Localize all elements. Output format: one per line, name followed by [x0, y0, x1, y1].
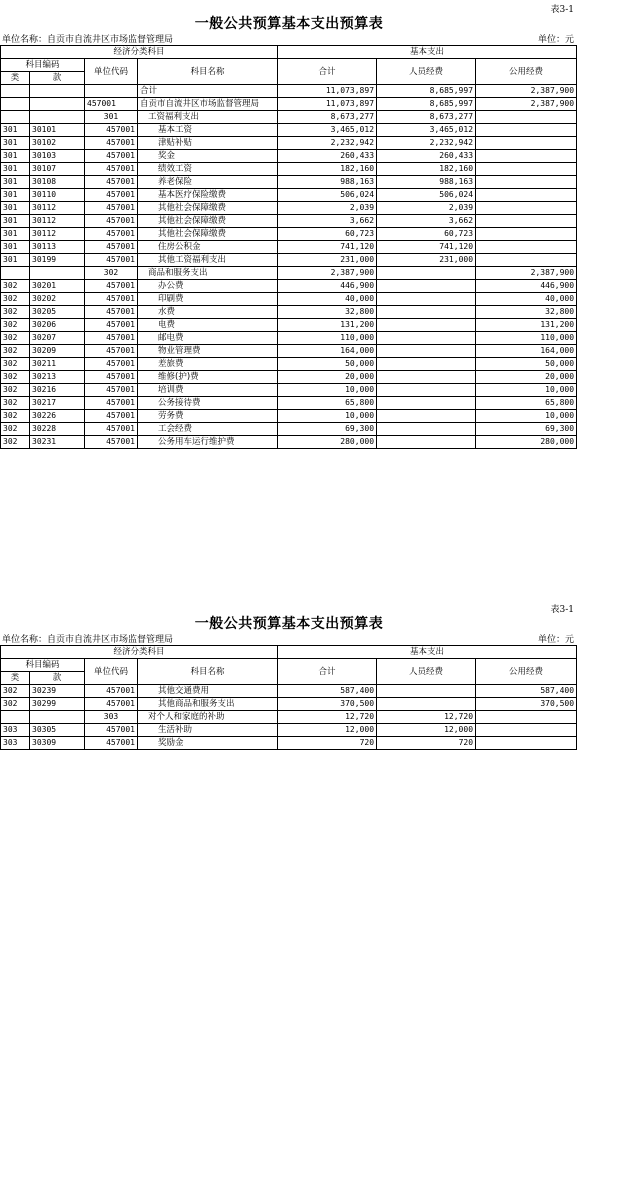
total-cell: 587,400 — [278, 685, 377, 698]
personnel-cell: 8,673,277 — [377, 111, 476, 124]
personnel-cell — [377, 423, 476, 436]
kuan-header: 款 — [30, 72, 85, 85]
public-cell: 40,000 — [476, 293, 577, 306]
personnel-cell: 988,163 — [377, 176, 476, 189]
lei-cell: 301 — [1, 124, 30, 137]
personnel-header: 人员经费 — [377, 59, 476, 85]
subject-name-cell: 奖励金 — [138, 737, 278, 750]
table-row — [1, 137, 577, 150]
subject-name-cell: 劳务费 — [138, 410, 278, 423]
kuan-cell: 30205 — [30, 306, 85, 319]
basic-expense-header: 基本支出 — [278, 46, 577, 59]
subject-code-header: 科目编码 — [1, 59, 85, 72]
dept-code-cell: 457001 — [85, 98, 138, 111]
lei-cell: 301 — [1, 163, 30, 176]
personnel-cell: 12,720 — [377, 711, 476, 724]
public-cell — [476, 711, 577, 724]
personnel-cell — [377, 410, 476, 423]
personnel-cell — [377, 358, 476, 371]
unit-name: 单位名称：自贡市自流井区市场监督管理局 — [2, 35, 174, 45]
subject-name-cell: 住房公积金 — [138, 241, 278, 254]
public-cell — [476, 228, 577, 241]
budget-table — [0, 45, 577, 449]
lei-cell: 301 — [1, 215, 30, 228]
personnel-cell — [377, 319, 476, 332]
dept-code-header: 单位代码 — [85, 59, 138, 85]
dept-code-cell: 457001 — [85, 280, 138, 293]
subject-name-cell: 自贡市自流井区市场监督管理局 — [138, 98, 278, 111]
total-cell: 164,000 — [278, 345, 377, 358]
kuan-cell: 30226 — [30, 410, 85, 423]
subject-name-cell: 合计 — [138, 85, 278, 98]
personnel-cell: 2,232,942 — [377, 137, 476, 150]
table-row — [1, 280, 577, 293]
subject-name-cell: 邮电费 — [138, 332, 278, 345]
total-cell: 720 — [278, 737, 377, 750]
personnel-cell — [377, 280, 476, 293]
subject-name-cell: 奖金 — [138, 150, 278, 163]
personnel-cell: 12,000 — [377, 724, 476, 737]
kuan-cell: 30102 — [30, 137, 85, 150]
lei-cell: 302 — [1, 358, 30, 371]
dept-code-cell — [85, 85, 138, 98]
table-row — [1, 737, 577, 750]
public-cell: 69,300 — [476, 423, 577, 436]
table-row — [1, 98, 577, 111]
table-row — [1, 306, 577, 319]
total-header: 合计 — [278, 659, 377, 685]
kuan-cell — [30, 711, 85, 724]
table-row — [1, 423, 577, 436]
subject-name-cell: 工会经费 — [138, 423, 278, 436]
personnel-cell — [377, 293, 476, 306]
table-row — [1, 124, 577, 137]
public-cell: 446,900 — [476, 280, 577, 293]
public-cell: 10,000 — [476, 410, 577, 423]
public-cell: 164,000 — [476, 345, 577, 358]
dept-code-cell: 457001 — [85, 241, 138, 254]
public-cell: 2,387,900 — [476, 98, 577, 111]
public-cell: 2,387,900 — [476, 267, 577, 280]
lei-cell: 303 — [1, 724, 30, 737]
table-row — [1, 228, 577, 241]
total-cell: 506,024 — [278, 189, 377, 202]
kuan-cell: 30112 — [30, 202, 85, 215]
dept-code-cell: 457001 — [85, 228, 138, 241]
kuan-cell: 30239 — [30, 685, 85, 698]
dept-code-header: 单位代码 — [85, 659, 138, 685]
kuan-cell: 30101 — [30, 124, 85, 137]
public-cell: 50,000 — [476, 358, 577, 371]
total-cell: 11,073,897 — [278, 85, 377, 98]
total-cell: 3,662 — [278, 215, 377, 228]
dept-code-cell: 302 — [85, 267, 138, 280]
table-row — [1, 176, 577, 189]
dept-code-cell: 457001 — [85, 176, 138, 189]
personnel-cell — [377, 345, 476, 358]
kuan-cell: 30299 — [30, 698, 85, 711]
kuan-cell: 30110 — [30, 189, 85, 202]
subject-name-cell: 绩效工资 — [138, 163, 278, 176]
dept-code-cell: 457001 — [85, 189, 138, 202]
dept-code-cell: 457001 — [85, 306, 138, 319]
lei-cell: 302 — [1, 436, 30, 449]
total-cell: 2,039 — [278, 202, 377, 215]
kuan-cell: 30211 — [30, 358, 85, 371]
subject-name-cell: 其他工资福利支出 — [138, 254, 278, 267]
lei-cell: 301 — [1, 241, 30, 254]
public-cell: 131,200 — [476, 319, 577, 332]
kuan-cell: 30309 — [30, 737, 85, 750]
dept-code-cell: 457001 — [85, 137, 138, 150]
table-row — [1, 371, 577, 384]
personnel-cell — [377, 685, 476, 698]
public-cell: 10,000 — [476, 384, 577, 397]
total-cell: 10,000 — [278, 384, 377, 397]
total-cell: 2,232,942 — [278, 137, 377, 150]
table-row — [1, 711, 577, 724]
kuan-cell: 30217 — [30, 397, 85, 410]
dept-code-cell: 457001 — [85, 384, 138, 397]
table-row — [1, 215, 577, 228]
subject-name-cell: 其他社会保障缴费 — [138, 215, 278, 228]
subject-name-cell: 养老保险 — [138, 176, 278, 189]
public-cell — [476, 215, 577, 228]
dept-code-cell: 457001 — [85, 345, 138, 358]
total-cell: 60,723 — [278, 228, 377, 241]
dept-code-cell: 457001 — [85, 319, 138, 332]
table-row — [1, 436, 577, 449]
total-cell: 131,200 — [278, 319, 377, 332]
kuan-cell: 30199 — [30, 254, 85, 267]
personnel-cell: 2,039 — [377, 202, 476, 215]
dept-code-cell: 457001 — [85, 254, 138, 267]
personnel-header: 人员经费 — [377, 659, 476, 685]
subject-name-cell: 对个人和家庭的补助 — [138, 711, 278, 724]
subject-name-cell: 电费 — [138, 319, 278, 332]
econ-class-header: 经济分类科目 — [1, 46, 278, 59]
total-cell: 10,000 — [278, 410, 377, 423]
public-cell: 65,800 — [476, 397, 577, 410]
total-cell: 260,433 — [278, 150, 377, 163]
total-cell: 20,000 — [278, 371, 377, 384]
table-row — [1, 267, 577, 280]
lei-cell: 302 — [1, 319, 30, 332]
dept-code-cell: 457001 — [85, 163, 138, 176]
table-number: 表3-1 — [550, 605, 574, 615]
public-header: 公用经费 — [476, 59, 577, 85]
kuan-cell: 30202 — [30, 293, 85, 306]
total-cell: 11,073,897 — [278, 98, 377, 111]
kuan-cell: 30201 — [30, 280, 85, 293]
currency-unit: 单位：元 — [537, 635, 574, 645]
total-cell: 3,465,012 — [278, 124, 377, 137]
table-row — [1, 332, 577, 345]
total-cell: 446,900 — [278, 280, 377, 293]
subject-name-cell: 公务接待费 — [138, 397, 278, 410]
dept-code-cell: 301 — [85, 111, 138, 124]
dept-code-cell: 457001 — [85, 724, 138, 737]
subject-name-cell: 生活补助 — [138, 724, 278, 737]
dept-code-cell: 457001 — [85, 371, 138, 384]
total-cell: 231,000 — [278, 254, 377, 267]
lei-cell — [1, 267, 30, 280]
subject-name-cell: 其他社会保障缴费 — [138, 228, 278, 241]
lei-cell: 302 — [1, 410, 30, 423]
total-cell: 988,163 — [278, 176, 377, 189]
lei-cell: 302 — [1, 423, 30, 436]
table-row — [1, 384, 577, 397]
public-cell — [476, 137, 577, 150]
total-cell: 69,300 — [278, 423, 377, 436]
kuan-cell: 30107 — [30, 163, 85, 176]
kuan-cell: 30305 — [30, 724, 85, 737]
lei-cell: 302 — [1, 698, 30, 711]
dept-code-cell: 457001 — [85, 410, 138, 423]
lei-cell: 301 — [1, 150, 30, 163]
personnel-cell: 260,433 — [377, 150, 476, 163]
public-cell: 110,000 — [476, 332, 577, 345]
subject-name-cell: 公务用车运行维护费 — [138, 436, 278, 449]
lei-cell: 301 — [1, 176, 30, 189]
subject-name-cell: 商品和服务支出 — [138, 267, 278, 280]
table-row — [1, 254, 577, 267]
total-cell: 40,000 — [278, 293, 377, 306]
kuan-cell — [30, 267, 85, 280]
public-cell: 587,400 — [476, 685, 577, 698]
public-cell: 20,000 — [476, 371, 577, 384]
personnel-cell — [377, 267, 476, 280]
subject-name-cell: 基本工资 — [138, 124, 278, 137]
subject-name-cell: 办公费 — [138, 280, 278, 293]
lei-cell: 301 — [1, 189, 30, 202]
table-row — [1, 410, 577, 423]
lei-cell: 302 — [1, 371, 30, 384]
table-row — [1, 189, 577, 202]
public-cell — [476, 124, 577, 137]
dept-code-cell: 457001 — [85, 423, 138, 436]
dept-code-cell: 457001 — [85, 436, 138, 449]
dept-code-cell: 457001 — [85, 124, 138, 137]
public-cell — [476, 189, 577, 202]
lei-cell: 301 — [1, 202, 30, 215]
dept-code-cell: 457001 — [85, 215, 138, 228]
total-cell: 12,720 — [278, 711, 377, 724]
subject-name-cell: 基本医疗保险缴费 — [138, 189, 278, 202]
kuan-cell: 30209 — [30, 345, 85, 358]
personnel-cell — [377, 371, 476, 384]
kuan-cell: 30113 — [30, 241, 85, 254]
subject-code-header: 科目编码 — [1, 659, 85, 672]
econ-class-header: 经济分类科目 — [1, 646, 278, 659]
subject-name-cell: 培训费 — [138, 384, 278, 397]
personnel-cell: 182,160 — [377, 163, 476, 176]
kuan-cell: 30213 — [30, 371, 85, 384]
personnel-cell — [377, 384, 476, 397]
public-cell: 370,500 — [476, 698, 577, 711]
public-cell — [476, 176, 577, 189]
kuan-cell: 30108 — [30, 176, 85, 189]
lei-cell: 303 — [1, 737, 30, 750]
dept-code-cell: 457001 — [85, 737, 138, 750]
table-row — [1, 111, 577, 124]
total-cell: 12,000 — [278, 724, 377, 737]
unit-name: 单位名称：自贡市自流井区市场监督管理局 — [2, 635, 174, 645]
lei-cell: 301 — [1, 228, 30, 241]
public-cell: 2,387,900 — [476, 85, 577, 98]
total-cell: 32,800 — [278, 306, 377, 319]
table-row — [1, 345, 577, 358]
total-cell: 280,000 — [278, 436, 377, 449]
personnel-cell — [377, 332, 476, 345]
subject-name-header: 科目名称 — [138, 659, 278, 685]
table-row — [1, 293, 577, 306]
table-row — [1, 163, 577, 176]
subject-name-cell: 其他商品和服务支出 — [138, 698, 278, 711]
personnel-cell: 8,685,997 — [377, 98, 476, 111]
total-cell: 110,000 — [278, 332, 377, 345]
public-cell — [476, 202, 577, 215]
table-row — [1, 150, 577, 163]
table-row — [1, 202, 577, 215]
dept-code-cell: 457001 — [85, 685, 138, 698]
kuan-cell — [30, 85, 85, 98]
subject-name-cell: 印刷费 — [138, 293, 278, 306]
lei-cell: 302 — [1, 332, 30, 345]
public-cell: 280,000 — [476, 436, 577, 449]
personnel-cell: 8,685,997 — [377, 85, 476, 98]
total-cell: 2,387,900 — [278, 267, 377, 280]
kuan-cell: 30216 — [30, 384, 85, 397]
total-cell: 370,500 — [278, 698, 377, 711]
subject-name-cell: 工资福利支出 — [138, 111, 278, 124]
public-cell — [476, 163, 577, 176]
dept-code-cell: 457001 — [85, 202, 138, 215]
dept-code-cell: 303 — [85, 711, 138, 724]
subject-name-cell: 差旅费 — [138, 358, 278, 371]
personnel-cell: 741,120 — [377, 241, 476, 254]
lei-cell: 302 — [1, 685, 30, 698]
personnel-cell — [377, 306, 476, 319]
currency-unit: 单位：元 — [537, 35, 574, 45]
personnel-cell — [377, 436, 476, 449]
personnel-cell: 506,024 — [377, 189, 476, 202]
personnel-cell: 3,465,012 — [377, 124, 476, 137]
lei-cell: 302 — [1, 293, 30, 306]
subject-name-cell: 物业管理费 — [138, 345, 278, 358]
total-header: 合计 — [278, 59, 377, 85]
lei-cell: 302 — [1, 397, 30, 410]
page-title: 一般公共预算基本支出预算表 — [194, 616, 384, 632]
public-header: 公用经费 — [476, 659, 577, 685]
public-cell — [476, 737, 577, 750]
public-cell: 32,800 — [476, 306, 577, 319]
personnel-cell — [377, 397, 476, 410]
kuan-cell: 30228 — [30, 423, 85, 436]
lei-cell: 302 — [1, 384, 30, 397]
table-row — [1, 358, 577, 371]
lei-cell — [1, 711, 30, 724]
budget-table — [0, 645, 577, 750]
dept-code-cell: 457001 — [85, 293, 138, 306]
table-row — [1, 698, 577, 711]
lei-cell — [1, 85, 30, 98]
basic-expense-header: 基本支出 — [278, 646, 577, 659]
lei-cell: 301 — [1, 137, 30, 150]
kuan-cell: 30112 — [30, 228, 85, 241]
dept-code-cell: 457001 — [85, 358, 138, 371]
subject-name-cell: 其他社会保障缴费 — [138, 202, 278, 215]
lei-cell: 302 — [1, 345, 30, 358]
subject-name-cell: 水费 — [138, 306, 278, 319]
kuan-cell: 30103 — [30, 150, 85, 163]
table-row — [1, 241, 577, 254]
table-row — [1, 85, 577, 98]
dept-code-cell: 457001 — [85, 332, 138, 345]
lei-cell: 301 — [1, 254, 30, 267]
subject-name-cell: 维修(护)费 — [138, 371, 278, 384]
table-row — [1, 685, 577, 698]
total-cell: 65,800 — [278, 397, 377, 410]
public-cell — [476, 241, 577, 254]
public-cell — [476, 724, 577, 737]
lei-header: 类 — [1, 72, 30, 85]
dept-code-cell: 457001 — [85, 150, 138, 163]
subject-name-cell: 其他交通费用 — [138, 685, 278, 698]
public-cell — [476, 254, 577, 267]
personnel-cell: 3,662 — [377, 215, 476, 228]
lei-cell: 302 — [1, 280, 30, 293]
total-cell: 182,160 — [278, 163, 377, 176]
kuan-cell — [30, 98, 85, 111]
public-cell — [476, 111, 577, 124]
subject-name-header: 科目名称 — [138, 59, 278, 85]
lei-cell: 302 — [1, 306, 30, 319]
table-row — [1, 724, 577, 737]
public-cell — [476, 150, 577, 163]
kuan-cell — [30, 111, 85, 124]
kuan-cell: 30207 — [30, 332, 85, 345]
table-number: 表3-1 — [550, 5, 574, 15]
lei-cell — [1, 111, 30, 124]
lei-cell — [1, 98, 30, 111]
table-row — [1, 319, 577, 332]
dept-code-cell: 457001 — [85, 397, 138, 410]
personnel-cell: 60,723 — [377, 228, 476, 241]
table-row — [1, 397, 577, 410]
personnel-cell: 720 — [377, 737, 476, 750]
total-cell: 741,120 — [278, 241, 377, 254]
personnel-cell: 231,000 — [377, 254, 476, 267]
kuan-cell: 30231 — [30, 436, 85, 449]
total-cell: 50,000 — [278, 358, 377, 371]
subject-name-cell: 津贴补贴 — [138, 137, 278, 150]
kuan-cell: 30112 — [30, 215, 85, 228]
page-title: 一般公共预算基本支出预算表 — [194, 16, 384, 32]
kuan-cell: 30206 — [30, 319, 85, 332]
kuan-header: 款 — [30, 672, 85, 685]
dept-code-cell: 457001 — [85, 698, 138, 711]
personnel-cell — [377, 698, 476, 711]
total-cell: 8,673,277 — [278, 111, 377, 124]
lei-header: 类 — [1, 672, 30, 685]
